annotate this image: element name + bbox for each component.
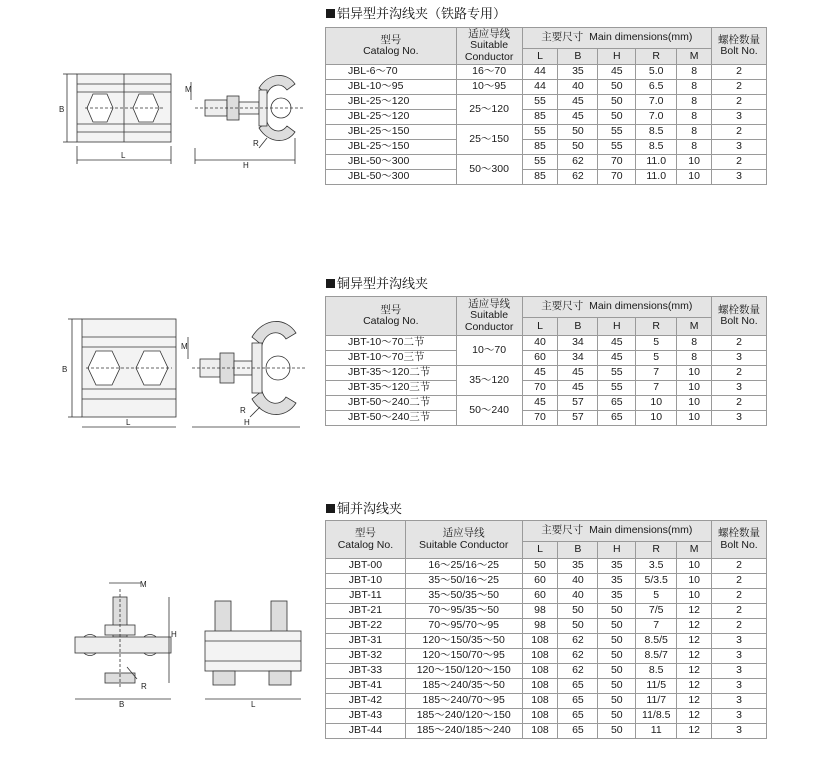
cell-b: 45 xyxy=(558,95,598,110)
cell-r: 10 xyxy=(636,396,677,411)
cell-l: 60 xyxy=(522,574,558,589)
cell-l: 60 xyxy=(522,351,558,366)
cell-l: 108 xyxy=(522,694,558,709)
cell-r: 7.0 xyxy=(636,95,677,110)
cell-h: 70 xyxy=(598,170,636,185)
cell-model: JBT-43 xyxy=(326,709,406,724)
dim-label-R: R xyxy=(240,406,246,415)
cell-model: JBL-50～300 xyxy=(326,170,457,185)
cell-h: 50 xyxy=(598,634,636,649)
table-row xyxy=(326,140,767,155)
cell-m: 12 xyxy=(677,724,712,739)
cell-model: JBT-33 xyxy=(326,664,406,679)
cell-b: 57 xyxy=(558,396,598,411)
table-row xyxy=(326,125,767,140)
cell-bolt: 2 xyxy=(712,366,767,381)
table-row xyxy=(326,694,767,709)
header-model: 型号 Catalog No. xyxy=(326,297,457,336)
cell-r: 5 xyxy=(636,336,677,351)
table-row xyxy=(326,724,767,739)
cell-conductor: 185～240/35～50 xyxy=(405,679,522,694)
table-row xyxy=(326,634,767,649)
cell-bolt: 2 xyxy=(712,589,767,604)
header-conductor: 适应导线 Suitable Conductor xyxy=(405,521,522,559)
cell-m: 8 xyxy=(677,140,712,155)
cell-bolt: 2 xyxy=(712,604,767,619)
cell-r: 7/5 xyxy=(636,604,677,619)
cell-b: 50 xyxy=(558,140,598,155)
cell-l: 40 xyxy=(522,336,558,351)
header-dimensions: 主要尺寸 Main dimensions(mm) xyxy=(522,521,712,542)
cell-r: 8.5 xyxy=(636,125,677,140)
header-conductor: 适应导线 Suitable Conductor xyxy=(456,28,522,65)
cell-h: 65 xyxy=(598,411,636,426)
cell-model: JBT-50～240三节 xyxy=(326,411,457,426)
cell-h: 45 xyxy=(598,336,636,351)
cell-conductor: 25～120 xyxy=(456,95,522,125)
cell-model: JBT-10 xyxy=(326,574,406,589)
cell-m: 12 xyxy=(677,664,712,679)
square-bullet-icon xyxy=(326,504,335,513)
dim-label-B: B xyxy=(59,105,65,114)
square-bullet-icon xyxy=(326,279,335,288)
header-col-R: R xyxy=(636,48,677,64)
dim-label-R: R xyxy=(141,682,147,691)
cell-b: 35 xyxy=(558,559,598,574)
section-title-copper-profile: 铜异型并沟线夹 xyxy=(326,273,428,292)
cell-bolt: 3 xyxy=(712,110,767,125)
cell-b: 35 xyxy=(558,65,598,80)
cell-conductor: 35～120 xyxy=(456,366,522,396)
cell-b: 45 xyxy=(558,381,598,396)
cell-h: 35 xyxy=(598,559,636,574)
cell-l: 45 xyxy=(522,366,558,381)
cell-h: 55 xyxy=(598,140,636,155)
cell-m: 10 xyxy=(677,366,712,381)
cell-m: 10 xyxy=(677,411,712,426)
cell-m: 8 xyxy=(677,125,712,140)
cell-model: JBT-50～240二节 xyxy=(326,396,457,411)
cell-conductor: 50～240 xyxy=(456,396,522,426)
cell-b: 62 xyxy=(558,664,598,679)
cell-model: JBL-25～150 xyxy=(326,140,457,155)
header-col-H: H xyxy=(598,317,636,335)
cell-m: 12 xyxy=(677,619,712,634)
cell-m: 12 xyxy=(677,694,712,709)
cell-l: 85 xyxy=(522,170,558,185)
cell-m: 12 xyxy=(677,679,712,694)
cell-bolt: 3 xyxy=(712,664,767,679)
cell-model: JBL-25～120 xyxy=(326,95,457,110)
dim-label-H: H xyxy=(243,161,249,170)
cell-model: JBL-50～300 xyxy=(326,155,457,170)
clamp-drawing-copper-profile xyxy=(60,315,320,435)
cell-model: JBT-35～120二节 xyxy=(326,366,457,381)
cell-h: 55 xyxy=(598,125,636,140)
table-row xyxy=(326,396,767,411)
cell-r: 11.0 xyxy=(636,170,677,185)
header-bolt: 螺栓数量 Bolt No. xyxy=(712,521,767,559)
cell-m: 12 xyxy=(677,604,712,619)
cell-b: 62 xyxy=(558,634,598,649)
cell-bolt: 2 xyxy=(712,574,767,589)
cell-m: 12 xyxy=(677,634,712,649)
cell-bolt: 3 xyxy=(712,351,767,366)
cell-b: 65 xyxy=(558,724,598,739)
dim-label-L: L xyxy=(126,418,131,427)
cell-conductor: 185～240/70～95 xyxy=(405,694,522,709)
cell-model: JBL-25～120 xyxy=(326,110,457,125)
cell-m: 10 xyxy=(677,574,712,589)
cell-b: 45 xyxy=(558,110,598,125)
dim-label-M: M xyxy=(181,342,188,351)
cell-model: JBL-6～70 xyxy=(326,65,457,80)
cell-conductor: 185～240/185～240 xyxy=(405,724,522,739)
cell-model: JBT-22 xyxy=(326,619,406,634)
cell-m: 10 xyxy=(677,155,712,170)
cell-l: 108 xyxy=(522,709,558,724)
cell-m: 12 xyxy=(677,649,712,664)
cell-b: 40 xyxy=(558,574,598,589)
cell-model: JBT-11 xyxy=(326,589,406,604)
cell-l: 50 xyxy=(522,559,558,574)
cell-b: 34 xyxy=(558,351,598,366)
header-col-L: L xyxy=(522,541,558,558)
cell-r: 5/3.5 xyxy=(636,574,677,589)
dim-label-M: M xyxy=(140,580,147,589)
spec-table-aluminum xyxy=(325,27,767,185)
cell-conductor: 35～50/16～25 xyxy=(405,574,522,589)
cell-h: 50 xyxy=(598,694,636,709)
cell-l: 98 xyxy=(522,604,558,619)
table-row xyxy=(326,589,767,604)
cell-l: 108 xyxy=(522,649,558,664)
header-col-M: M xyxy=(677,48,712,64)
cell-r: 7 xyxy=(636,366,677,381)
table-row xyxy=(326,619,767,634)
cell-model: JBT-31 xyxy=(326,634,406,649)
cell-conductor: 185～240/120～150 xyxy=(405,709,522,724)
cell-m: 8 xyxy=(677,95,712,110)
cell-bolt: 3 xyxy=(712,709,767,724)
cell-l: 44 xyxy=(522,80,558,95)
cell-r: 11 xyxy=(636,724,677,739)
cell-bolt: 3 xyxy=(712,724,767,739)
table-row xyxy=(326,709,767,724)
table-row xyxy=(326,574,767,589)
cell-h: 55 xyxy=(598,381,636,396)
cell-b: 62 xyxy=(558,155,598,170)
cell-model: JBT-41 xyxy=(326,679,406,694)
cell-m: 10 xyxy=(677,396,712,411)
dim-label-H: H xyxy=(244,418,250,427)
table-row xyxy=(326,649,767,664)
cell-m: 8 xyxy=(677,110,712,125)
header-col-M: M xyxy=(677,317,712,335)
cell-conductor: 10～95 xyxy=(456,80,522,95)
table-row xyxy=(326,366,767,381)
section-title-aluminum-railway: 铝异型并沟线夹（铁路专用） xyxy=(326,3,506,22)
spec-table-copper-profile xyxy=(325,296,767,426)
cell-h: 45 xyxy=(598,351,636,366)
cell-bolt: 2 xyxy=(712,155,767,170)
cell-bolt: 3 xyxy=(712,170,767,185)
clamp-drawing-copper xyxy=(65,575,325,715)
header-col-B: B xyxy=(558,48,598,64)
table-row xyxy=(326,80,767,95)
cell-conductor: 25～150 xyxy=(456,125,522,155)
cell-bolt: 3 xyxy=(712,694,767,709)
table-row xyxy=(326,604,767,619)
cell-conductor: 35～50/35～50 xyxy=(405,589,522,604)
cell-r: 11.0 xyxy=(636,155,677,170)
header-col-H: H xyxy=(598,48,636,64)
table-body xyxy=(326,559,767,739)
cell-r: 11/7 xyxy=(636,694,677,709)
cell-conductor: 16～70 xyxy=(456,65,522,80)
cell-r: 8.5/7 xyxy=(636,649,677,664)
cell-conductor: 70～95/35～50 xyxy=(405,604,522,619)
header-col-R: R xyxy=(636,317,677,335)
cell-l: 108 xyxy=(522,664,558,679)
cell-l: 108 xyxy=(522,634,558,649)
square-bullet-icon xyxy=(326,9,335,18)
table-row xyxy=(326,664,767,679)
cell-h: 50 xyxy=(598,724,636,739)
cell-l: 55 xyxy=(522,155,558,170)
cell-model: JBL-25～150 xyxy=(326,125,457,140)
header-model: 型号 Catalog No. xyxy=(326,521,406,559)
dim-label-B: B xyxy=(119,700,125,709)
cell-m: 12 xyxy=(677,709,712,724)
cell-conductor: 16～25/16～25 xyxy=(405,559,522,574)
cell-m: 10 xyxy=(677,170,712,185)
cell-r: 11/8.5 xyxy=(636,709,677,724)
table-row xyxy=(326,559,767,574)
table-row xyxy=(326,411,767,426)
cell-conductor: 10～70 xyxy=(456,336,522,366)
cell-r: 7 xyxy=(636,619,677,634)
cell-l: 55 xyxy=(522,95,558,110)
cell-model: JBT-44 xyxy=(326,724,406,739)
cell-b: 57 xyxy=(558,411,598,426)
cell-model: JBT-32 xyxy=(326,649,406,664)
cell-r: 3.5 xyxy=(636,559,677,574)
cell-b: 40 xyxy=(558,80,598,95)
cell-m: 8 xyxy=(677,65,712,80)
header-col-H: H xyxy=(598,541,636,558)
table-row xyxy=(326,336,767,351)
cell-bolt: 2 xyxy=(712,396,767,411)
cell-r: 11/5 xyxy=(636,679,677,694)
table-body xyxy=(326,336,767,426)
cell-h: 70 xyxy=(598,155,636,170)
cell-l: 85 xyxy=(522,110,558,125)
cell-h: 50 xyxy=(598,664,636,679)
dim-label-R: R xyxy=(253,139,259,148)
cell-b: 65 xyxy=(558,679,598,694)
table-row xyxy=(326,65,767,80)
cell-m: 10 xyxy=(677,559,712,574)
table-row xyxy=(326,381,767,396)
cell-conductor: 120～150/35～50 xyxy=(405,634,522,649)
header-conductor: 适应导线 Suitable Conductor xyxy=(456,297,522,336)
cell-h: 50 xyxy=(598,679,636,694)
cell-conductor: 70～95/70～95 xyxy=(405,619,522,634)
cell-model: JBT-35～120三节 xyxy=(326,381,457,396)
cell-conductor: 120～150/120～150 xyxy=(405,664,522,679)
cell-h: 50 xyxy=(598,709,636,724)
table-row xyxy=(326,679,767,694)
cell-h: 50 xyxy=(598,95,636,110)
cell-model: JBT-00 xyxy=(326,559,406,574)
cell-l: 55 xyxy=(522,125,558,140)
cell-b: 40 xyxy=(558,589,598,604)
section-title-copper: 铜并沟线夹 xyxy=(326,498,402,517)
cell-model: JBT-42 xyxy=(326,694,406,709)
cell-l: 98 xyxy=(522,619,558,634)
cell-h: 50 xyxy=(598,604,636,619)
header-model: 型号 Catalog No. xyxy=(326,28,457,65)
header-col-L: L xyxy=(522,317,558,335)
cell-bolt: 3 xyxy=(712,140,767,155)
cell-h: 50 xyxy=(598,649,636,664)
header-col-R: R xyxy=(636,541,677,558)
cell-r: 10 xyxy=(636,411,677,426)
cell-bolt: 3 xyxy=(712,634,767,649)
cell-b: 50 xyxy=(558,125,598,140)
dim-label-B: B xyxy=(62,365,68,374)
header-col-B: B xyxy=(558,317,598,335)
table-row xyxy=(326,170,767,185)
cell-h: 55 xyxy=(598,366,636,381)
cell-h: 35 xyxy=(598,574,636,589)
cell-bolt: 3 xyxy=(712,411,767,426)
cell-bolt: 2 xyxy=(712,95,767,110)
cell-l: 60 xyxy=(522,589,558,604)
cell-b: 45 xyxy=(558,366,598,381)
cell-l: 108 xyxy=(522,724,558,739)
cell-b: 50 xyxy=(558,604,598,619)
cell-bolt: 3 xyxy=(712,679,767,694)
cell-bolt: 3 xyxy=(712,381,767,396)
cell-h: 35 xyxy=(598,589,636,604)
table-row xyxy=(326,351,767,366)
cell-b: 62 xyxy=(558,649,598,664)
cell-b: 65 xyxy=(558,709,598,724)
cell-model: JBT-10～70三节 xyxy=(326,351,457,366)
cell-model: JBT-21 xyxy=(326,604,406,619)
table-body xyxy=(326,65,767,185)
clamp-drawing-aluminum xyxy=(55,68,325,178)
cell-conductor: 120～150/70～95 xyxy=(405,649,522,664)
cell-conductor: 50～300 xyxy=(456,155,522,185)
cell-l: 44 xyxy=(522,65,558,80)
cell-b: 50 xyxy=(558,619,598,634)
dim-label-M: M xyxy=(185,85,192,94)
cell-r: 5 xyxy=(636,351,677,366)
cell-r: 7 xyxy=(636,381,677,396)
cell-h: 50 xyxy=(598,80,636,95)
cell-l: 70 xyxy=(522,381,558,396)
cell-r: 5 xyxy=(636,589,677,604)
cell-h: 50 xyxy=(598,110,636,125)
header-bolt: 螺栓数量 Bolt No. xyxy=(712,28,767,65)
cell-r: 8.5/5 xyxy=(636,634,677,649)
dim-label-L: L xyxy=(121,151,126,160)
cell-b: 65 xyxy=(558,694,598,709)
cell-h: 65 xyxy=(598,396,636,411)
header-dimensions: 主要尺寸 Main dimensions(mm) xyxy=(522,297,712,318)
cell-bolt: 2 xyxy=(712,65,767,80)
dim-label-L: L xyxy=(251,700,256,709)
cell-l: 70 xyxy=(522,411,558,426)
cell-l: 85 xyxy=(522,140,558,155)
cell-bolt: 3 xyxy=(712,649,767,664)
header-dimensions: 主要尺寸 Main dimensions(mm) xyxy=(522,28,712,49)
cell-m: 8 xyxy=(677,351,712,366)
header-col-M: M xyxy=(677,541,712,558)
header-col-L: L xyxy=(522,48,558,64)
cell-model: JBL-10～95 xyxy=(326,80,457,95)
cell-m: 10 xyxy=(677,381,712,396)
cell-bolt: 2 xyxy=(712,80,767,95)
spec-table-copper xyxy=(325,520,767,739)
cell-bolt: 2 xyxy=(712,125,767,140)
cell-m: 8 xyxy=(677,336,712,351)
cell-r: 7.0 xyxy=(636,110,677,125)
cell-r: 8.5 xyxy=(636,140,677,155)
header-col-B: B xyxy=(558,541,598,558)
table-row xyxy=(326,155,767,170)
cell-b: 62 xyxy=(558,170,598,185)
cell-bolt: 2 xyxy=(712,559,767,574)
cell-model: JBT-10～70二节 xyxy=(326,336,457,351)
cell-r: 8.5 xyxy=(636,664,677,679)
dim-label-H: H xyxy=(171,630,177,639)
cell-r: 5.0 xyxy=(636,65,677,80)
header-bolt: 螺栓数量 Bolt No. xyxy=(712,297,767,336)
cell-bolt: 2 xyxy=(712,619,767,634)
cell-m: 10 xyxy=(677,589,712,604)
cell-l: 108 xyxy=(522,679,558,694)
table-row xyxy=(326,110,767,125)
cell-h: 45 xyxy=(598,65,636,80)
cell-bolt: 2 xyxy=(712,336,767,351)
cell-l: 45 xyxy=(522,396,558,411)
cell-m: 8 xyxy=(677,80,712,95)
cell-h: 50 xyxy=(598,619,636,634)
cell-b: 34 xyxy=(558,336,598,351)
table-row xyxy=(326,95,767,110)
cell-r: 6.5 xyxy=(636,80,677,95)
